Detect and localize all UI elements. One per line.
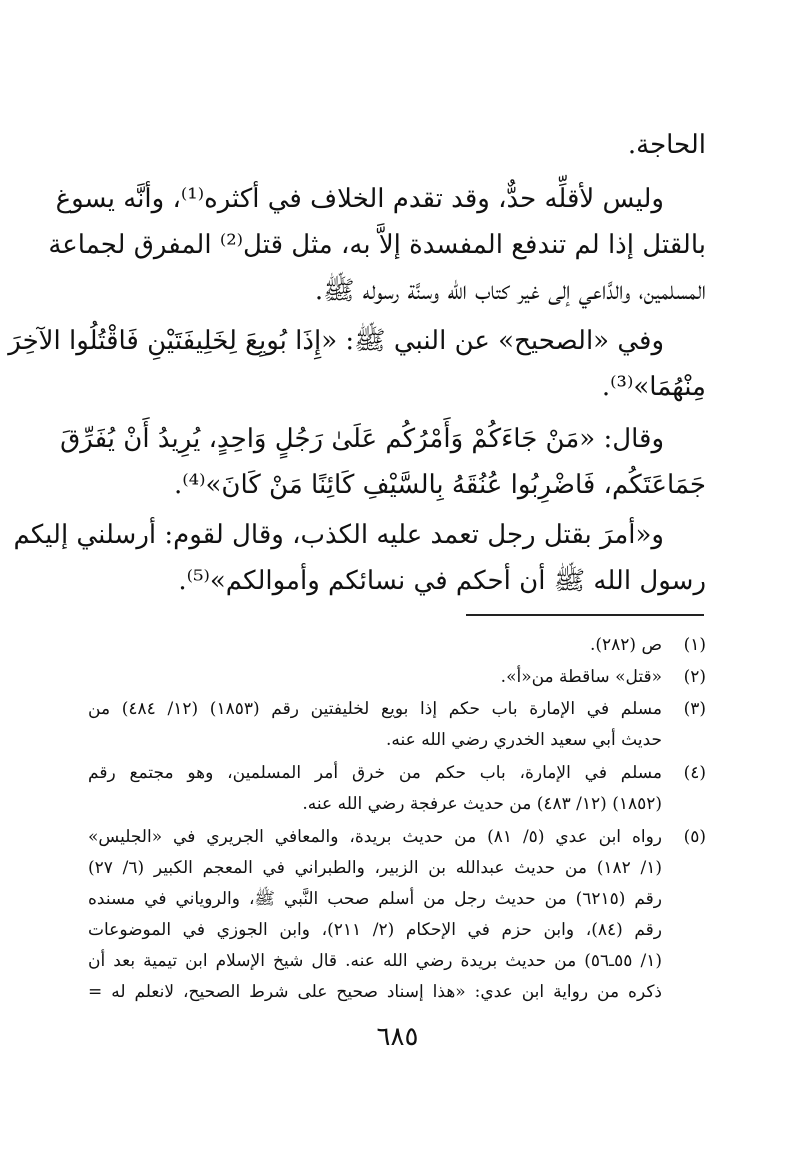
footnote-line: ذكره من رواية ابن عدي: «هذا إسناد صحيح على شرط الصحيح، لانعلم له = [88,982,662,1002]
text-line: بالقتل إذا لم تندفع المفسدة إلاَّ به، مثل قتل⁽²⁾ المفرق لجماعة [48,230,706,260]
footnote-4 [88,758,706,820]
page-number: ٦٨٥ [376,1022,419,1052]
footnote-1 [88,630,706,661]
footnote-number: (٤) [683,763,706,783]
footnote-line: ص (٢٨٢). [589,635,662,655]
text-line: مِنْهُمَا»⁽³⁾. [601,372,706,402]
footnote-divider [466,614,704,616]
footnote-line: «قتل» ساقطة من«أ». [500,667,662,687]
text-line: وفي «الصحيح» عن النبي ﷺ: «إِذَا بُويِعَ لِخَلِيفَتَيْنِ فَاقْتُلُوا الآخِرَ [8,326,664,356]
footnote-number: (٢) [683,667,706,687]
paragraph-continuation [90,122,706,168]
footnote-5 [88,822,706,1008]
footnote-line: مسلم في الإمارة، باب حكم من خرق أمر المسلمين، وهو مجتمع رقم [88,763,662,783]
footnote-line: رقم (٦٢١٥) من حديث رجل من أسلم صحب النَّبي ﷺ، والروياني في مسنده [88,889,662,909]
paragraph-hadith-3 [13,512,706,604]
footnote-2 [88,662,706,693]
footnote-line: رقم (٨٤)، وابن حزم في الإحكام (٢/ ٢١١)، وابن الجوزي في الموضوعات [88,920,662,940]
text-line: الحاجة. [627,130,706,160]
text-line: وليس لأقلِّه حدٌّ، وقد تقدم الخلاف في أكثره⁽¹⁾، وأنَّه يسوغ [55,184,664,214]
paragraph-hadith-2 [60,416,706,508]
text-line: رسول الله ﷺ أن أحكم في نسائكم وأموالكم»⁽⁵⁾. [178,566,706,596]
text-line: جَمَاعَتَكُم، فَاضْرِبُوا عُنُقَهُ بِالسَّيْفِ كَائِنًا مَنْ كَانَ»⁽⁴⁾. [174,470,706,500]
footnote-3 [88,694,706,756]
footnote-line: (١٨٥٢) (١٢/ ٤٨٣) من حديث عرفجة رضي الله عنه. [302,794,662,814]
text-line: وقال: «مَنْ جَاءَكُمْ وَأَمْرُكُم عَلَىٰ رَجُلٍ وَاحِدٍ، يُرِيدُ أَنْ يُفَرِّقَ [60,424,664,454]
text-line: المسلمين، والدَّاعي إلى غير كتاب الله وسنَّة رسوله ﷺ. [314,276,706,306]
footnote-number: (٥) [683,827,706,847]
footnote-line: حديث أبي سعيد الخدري رضي الله عنه. [386,730,662,750]
footnote-line: (١/ ١٨٢) من حديث عبدالله بن الزبير، والطبراني في المعجم الكبير (٦/ ٢٧) [88,858,662,878]
footnote-number: (١) [683,635,706,655]
footnote-line: مسلم في الإمارة باب حكم إذا بويع لخليفتين رقم (١٨٥٣) (١٢/ ٤٨٤) من [88,699,662,719]
text-line: و«أمرَ بقتل رجل تعمد عليه الكذب، وقال لقوم: أرسلني إليكم [13,520,664,550]
paragraph-main [48,176,706,314]
footnote-line: رواه ابن عدي (٥/ ٨١) من حديث بريدة، والمعافي الجريري في «الجليس» [88,827,662,847]
footnote-number: (٣) [683,699,706,719]
footnote-line: (١/ ٥٥ـ٥٦) من حديث بريدة رضي الله عنه. قال شيخ الإسلام ابن تيمية بعد أن [88,951,662,971]
paragraph-hadith-1 [8,318,706,410]
